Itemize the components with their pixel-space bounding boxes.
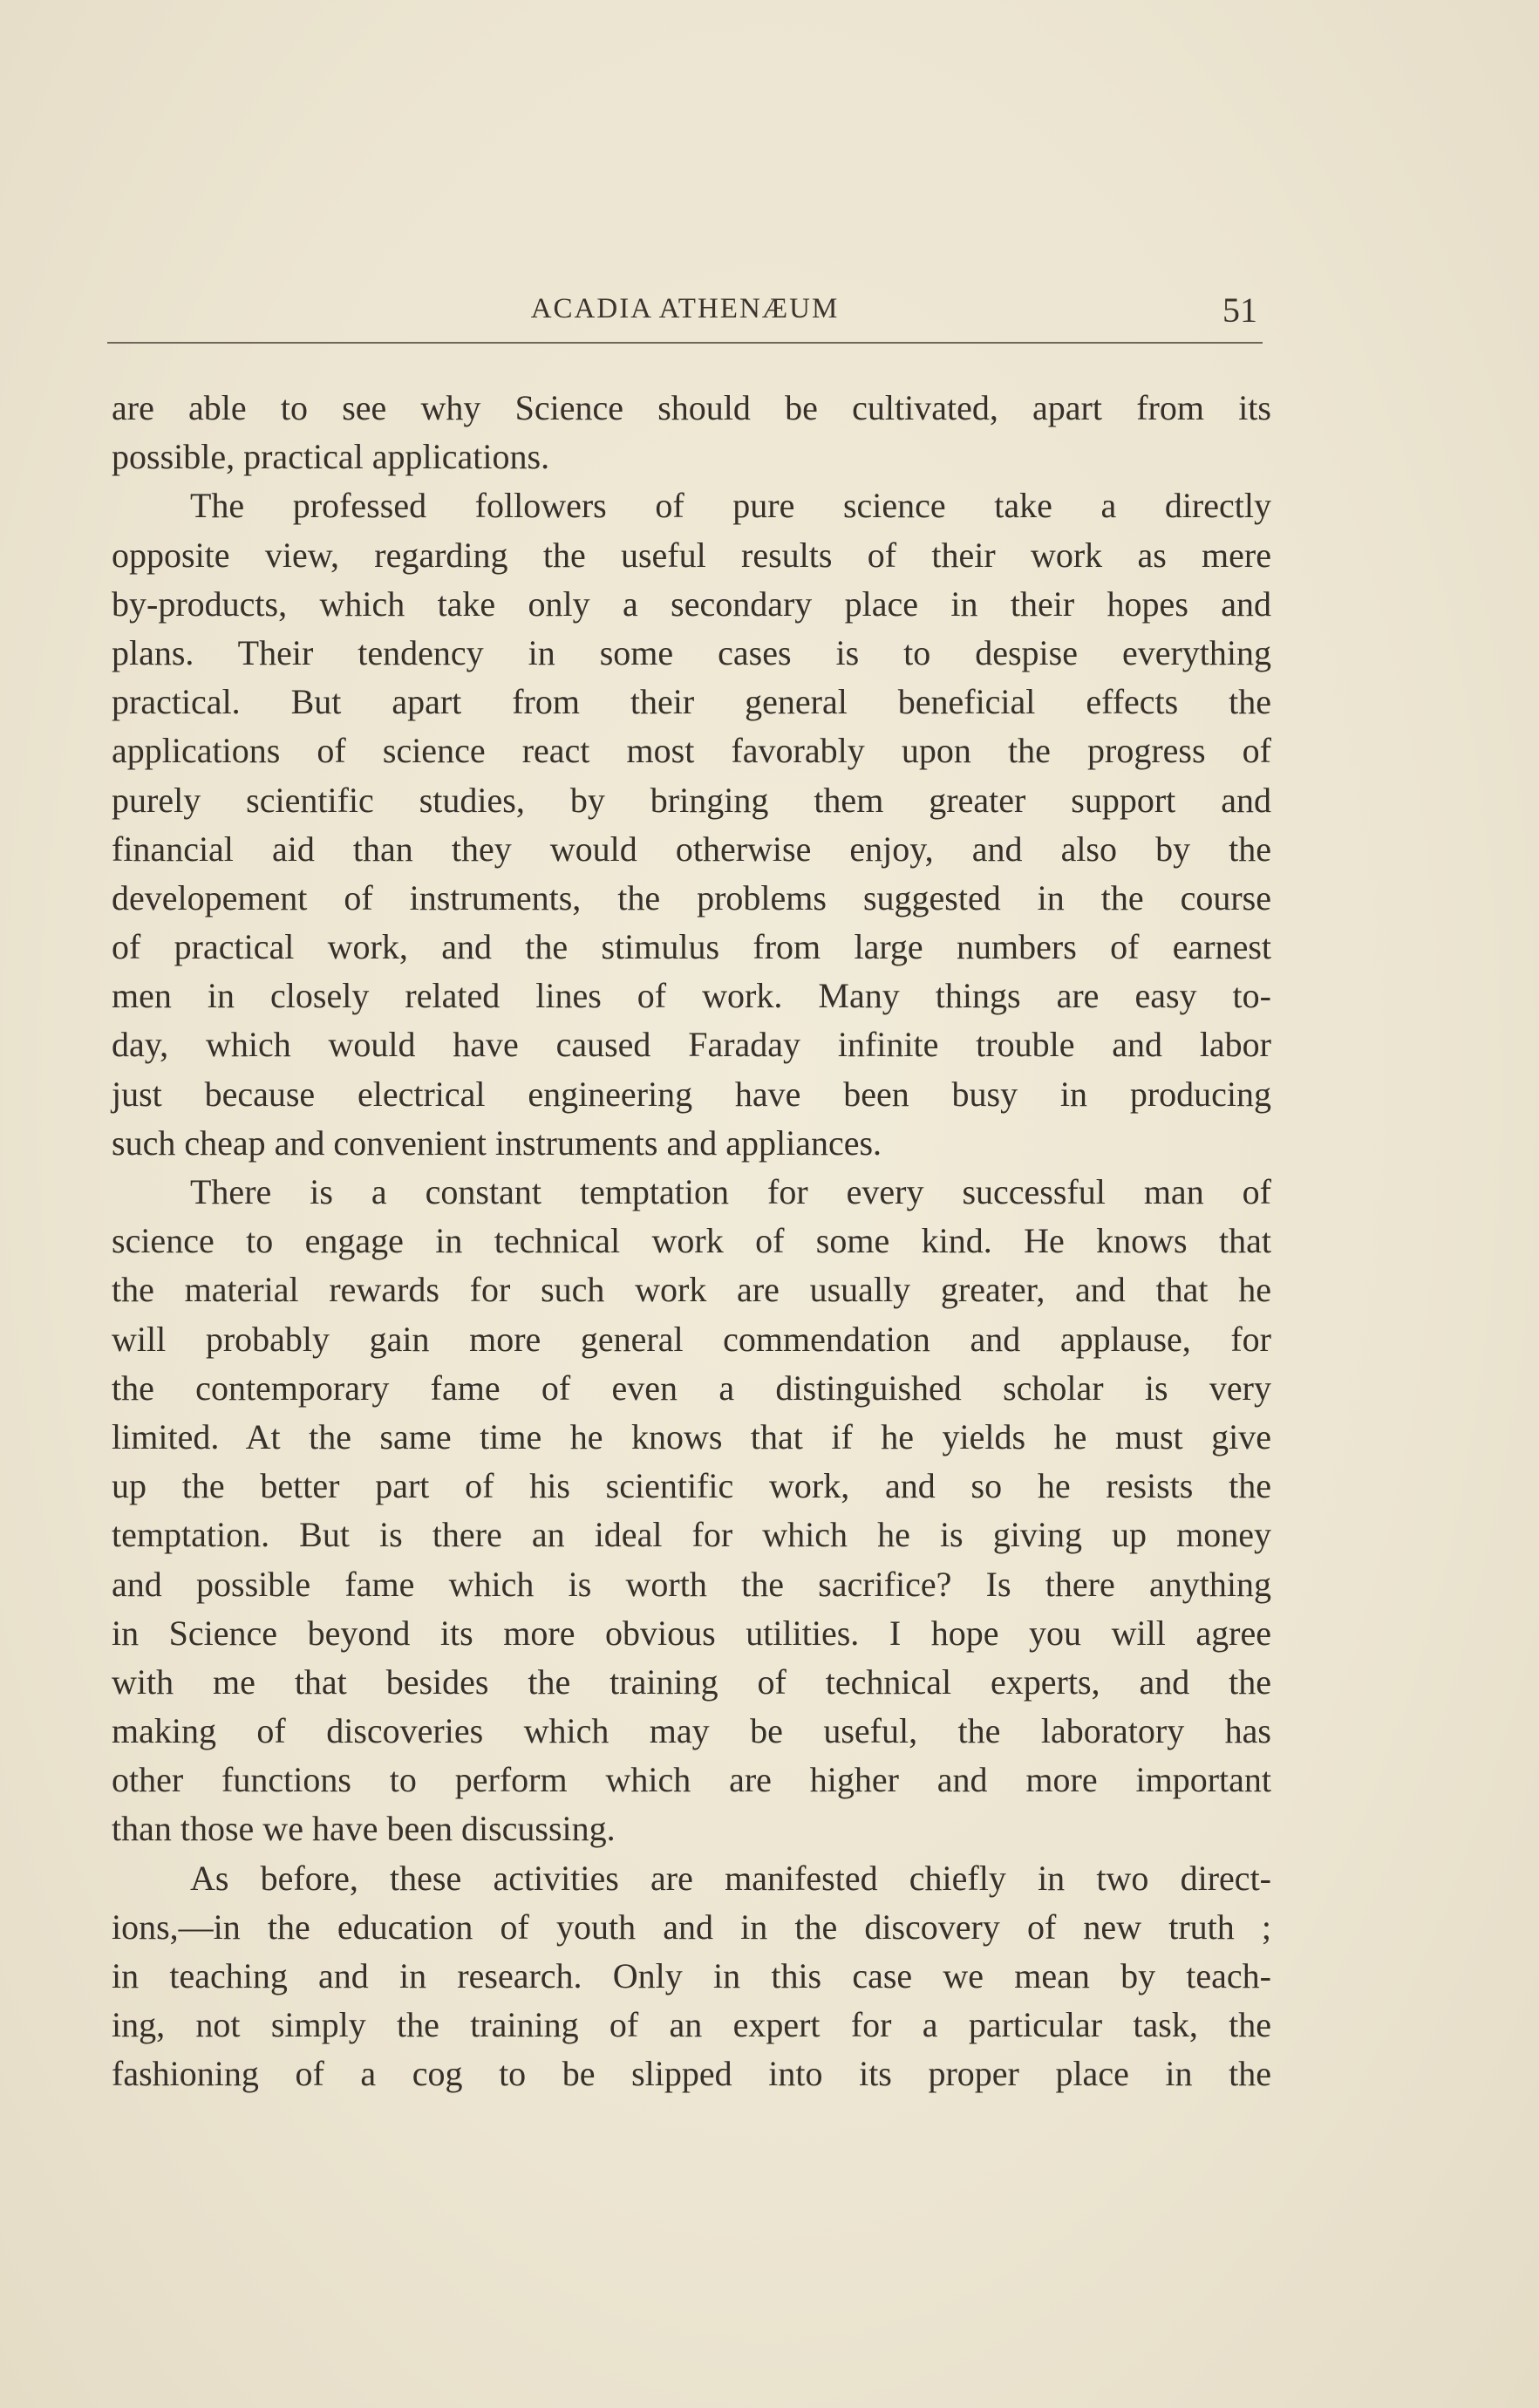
text-line: possible, practical applications.: [112, 437, 550, 477]
text-line: such cheap and convenient instruments and appliances.: [112, 1122, 882, 1163]
text-line: men in closely related lines of work. Many things are easy to-: [112, 976, 1271, 1016]
running-title: ACADIA ATHENÆUM: [530, 293, 840, 324]
text-line: As before, these activities are manifested chiefly in two direct-: [190, 1858, 1271, 1898]
text-line: up the better part of his scientific work, and so he resists the: [112, 1466, 1271, 1506]
text-line: ing, not simply the training of an expert for a particular task, the: [112, 2005, 1271, 2045]
text-line: of practical work, and the stimulus from large numbers of earnest: [112, 927, 1271, 967]
text-line: The professed followers of pure science take a directly: [190, 486, 1271, 526]
text-line: opposite view, regarding the useful results of their work as mere: [112, 535, 1271, 575]
text-line: practical. But apart from their general beneficial effects the: [112, 682, 1271, 722]
text-line: financial aid than they would otherwise enjoy, and also by the: [112, 829, 1271, 869]
text-line: fashioning of a cog to be slipped into its proper place in the: [112, 2054, 1271, 2094]
text-line: applications of science react most favorably upon the progress of: [112, 731, 1271, 771]
text-line: developement of instruments, the problems suggested in the course: [112, 877, 1271, 917]
text-line: making of discoveries which may be useful, the laboratory has: [112, 1711, 1271, 1751]
text-line: purely scientific studies, by bringing them greater support and: [112, 780, 1271, 820]
text-line: in Science beyond its more obvious utilities. I hope you will agree: [112, 1613, 1271, 1653]
text-line: the contemporary fame of even a distinguished scholar is very: [112, 1368, 1271, 1408]
body-text: [112, 384, 1271, 2099]
text-line: day, which would have caused Faraday infinite trouble and labor: [112, 1025, 1271, 1065]
text-line: than those we have been discussing.: [112, 1809, 616, 1849]
text-line: will probably gain more general commendation and applause, for: [112, 1319, 1271, 1359]
text-line: with me that besides the training of technical experts, and the: [112, 1661, 1271, 1702]
text-line: the material rewards for such work are usually greater, and that he: [112, 1270, 1271, 1310]
text-line: in teaching and in research. Only in this case we mean by teach-: [112, 1956, 1271, 1995]
text-line: temptation. But is there an ideal for which he is giving up money: [112, 1515, 1271, 1555]
text-line: just because electrical engineering have been busy in producing: [112, 1074, 1271, 1114]
text-line: are able to see why Science should be cultivated, apart from its: [112, 388, 1271, 427]
text-line: plans. Their tendency in some cases is to despise everything: [112, 632, 1271, 672]
text-line: by-products, which take only a secondary place in their hopes and: [112, 583, 1271, 624]
page-number: 51: [1222, 290, 1257, 330]
text-line: There is a constant temptation for every successful man of: [190, 1172, 1271, 1211]
text-line: limited. At the same time he knows that if he yields he must give: [112, 1416, 1271, 1456]
text-line: ions,—in the education of youth and in the discovery of new truth ;: [112, 1907, 1271, 1947]
header-rule: [107, 342, 1263, 344]
text-line: science to engage in technical work of some kind. He knows that: [112, 1221, 1271, 1261]
text-line: other functions to perform which are higher and more important: [112, 1760, 1271, 1800]
page-header: [107, 288, 1263, 340]
text-line: and possible fame which is worth the sacrifice? Is there anything: [112, 1564, 1271, 1604]
